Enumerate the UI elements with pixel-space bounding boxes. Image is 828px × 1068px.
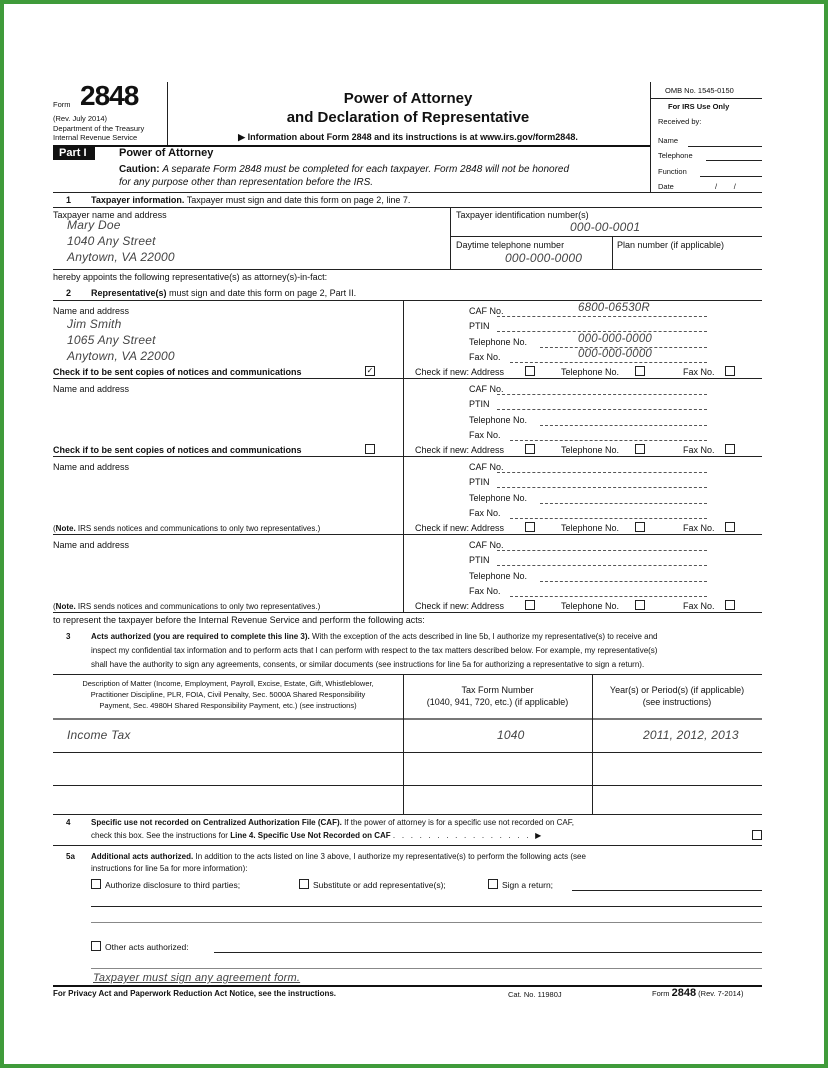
matter-cell[interactable]: Income Tax <box>67 728 131 742</box>
rep-fax-line[interactable] <box>510 440 707 441</box>
disclosure-checkbox[interactable] <box>91 879 101 889</box>
rep-ptin-label: PTIN <box>469 399 490 409</box>
row-divider <box>53 785 762 786</box>
new-telephone-checkbox[interactable] <box>635 366 645 376</box>
divider <box>612 236 613 269</box>
form-title-line2: and Declaration of Representative <box>286 109 530 126</box>
new-fax-checkbox[interactable] <box>725 366 735 376</box>
irs-telephone-label: Telephone <box>658 151 693 160</box>
new-address-checkbox[interactable] <box>525 366 535 376</box>
rep-caf-line[interactable] <box>497 550 707 551</box>
line4-checkbox[interactable] <box>752 830 762 840</box>
rep-fax-label: Fax No. <box>469 508 501 518</box>
irs-date-separators: / / <box>715 182 736 191</box>
num: 2 <box>66 288 72 298</box>
check-new-telephone-label: Telephone No. <box>561 445 620 455</box>
rep-fax-label: Fax No. <box>469 352 501 362</box>
t: (Rev. 7-2014) <box>698 989 744 998</box>
divider <box>53 207 762 208</box>
text: With the exception of the acts described in line 5b, I authorize my representative(s) to receive and <box>311 632 658 641</box>
bold: Representative(s) <box>91 288 167 298</box>
rep-ptin-line[interactable] <box>497 565 707 566</box>
form-number: 2848 <box>80 80 139 111</box>
copies-checkbox[interactable] <box>365 444 375 454</box>
rep-ptin-label: PTIN <box>469 321 490 331</box>
divider <box>53 612 762 613</box>
tin-value[interactable]: 000-00-0001 <box>570 220 641 234</box>
new-address-checkbox[interactable] <box>525 522 535 532</box>
bold: Additional acts authorized. <box>91 852 194 861</box>
rep-caf-line[interactable] <box>497 394 707 395</box>
rep-address2[interactable]: Anytown, VA 22000 <box>67 349 175 363</box>
part-title: Power of Attorney <box>119 147 214 159</box>
t: Practitioner Discipline, PLR, FOIA, Civil Penalty, Sec. 5000A Shared Responsibility <box>90 690 366 699</box>
t: Year(s) or Period(s) (if applicable) <box>609 685 745 695</box>
irs-use-title: For IRS Use Only <box>668 102 730 111</box>
new-telephone-checkbox[interactable] <box>635 522 645 532</box>
divider <box>53 269 762 270</box>
rep-fax-line[interactable] <box>510 518 707 519</box>
check-new-address-label: Check if new: Address <box>415 367 505 377</box>
write-line[interactable] <box>214 952 762 953</box>
irs-name-label: Name <box>658 136 679 145</box>
form-revision: (Rev. July 2014) <box>53 114 108 123</box>
copies-label: Check if to be sent copies of notices and communications <box>53 445 302 455</box>
divider <box>403 300 404 378</box>
caution-text: A separate Form 2848 must be completed for each taxpayer. Form 2848 will not be honored <box>162 164 570 175</box>
divider <box>53 718 762 720</box>
text: In addition to the acts listed on line 3 above, I authorize my representative(s) to perform the following acts (see <box>195 852 586 861</box>
disclosure-label: Authorize disclosure to third parties; <box>105 880 241 890</box>
divider <box>53 674 762 675</box>
note-body: IRS sends notices and communications to only two representatives. <box>77 524 318 533</box>
rep-fax-value[interactable]: 000-000-0000 <box>578 348 653 360</box>
line4-number: 4 <box>66 818 71 827</box>
divider <box>403 456 404 534</box>
new-fax-checkbox[interactable] <box>725 600 735 610</box>
phone-label: Daytime telephone number <box>456 240 565 250</box>
taxpayer-name-label: Taxpayer name and address <box>53 210 167 220</box>
line1-heading <box>91 195 410 205</box>
years-cell[interactable]: 2011, 2012, 2013 <box>643 728 739 742</box>
divider <box>53 192 762 193</box>
line2-number <box>66 288 71 298</box>
check-new-fax-label: Fax No. <box>683 523 715 533</box>
note-label: Note. <box>55 524 76 533</box>
rep-telephone-label: Telephone No. <box>469 337 528 347</box>
representative-block <box>0 534 828 612</box>
t: 2848 <box>671 987 697 999</box>
rep-caf-label: CAF No. <box>469 306 504 316</box>
rep-telephone-label: Telephone No. <box>469 493 528 503</box>
privacy-notice: For Privacy Act and Paperwork Reduction Act Notice, see the instructions. <box>53 989 337 998</box>
rep-telephone-line[interactable] <box>540 581 707 582</box>
divider <box>592 674 593 814</box>
note-text: (Note. IRS sends notices and communications to only two representatives.) <box>53 602 321 611</box>
divider <box>53 814 762 815</box>
t: Description of Matter (Income, Employment, Payroll, Excise, Estate, Gift, Whistleblower, <box>82 679 374 688</box>
rep-telephone-line[interactable] <box>540 503 707 504</box>
rep-fax-line[interactable] <box>510 596 707 597</box>
bold: Taxpayer information. <box>91 195 185 205</box>
department: Department of the Treasury <box>53 124 145 133</box>
write-line[interactable] <box>91 922 762 923</box>
line4-text1 <box>91 818 574 827</box>
representative-block <box>0 456 828 534</box>
rep-telephone-label: Telephone No. <box>469 415 528 425</box>
t: Form <box>652 989 670 998</box>
line5a-text2: instructions for line 5a for more information): <box>91 864 248 873</box>
taxpayer-name[interactable]: Mary Doe <box>67 218 121 232</box>
write-line[interactable] <box>91 906 762 907</box>
substitute-checkbox[interactable] <box>299 879 309 889</box>
t: (see instructions) <box>642 697 712 707</box>
name-address-label: Name and address <box>53 540 130 550</box>
leader-dots: . . . . . . . . . . . . . . . . ▶ <box>392 831 542 840</box>
check-new-address-label: Check if new: Address <box>415 445 505 455</box>
line3-text3: shall have the authority to sign any agreements, consents, or similar documents (see instructions for line 5a for authorizing a representative to sign a return). <box>91 660 645 669</box>
rep-fax-line[interactable] <box>510 362 707 363</box>
rep-name[interactable]: Jim Smith <box>67 317 122 331</box>
write-line[interactable] <box>91 968 762 969</box>
line5a-text1 <box>91 852 586 861</box>
form-label: Form <box>53 100 71 109</box>
rep-caf-line[interactable] <box>497 316 707 317</box>
form-cell[interactable]: 1040 <box>497 728 525 742</box>
t: Payment, Sec. 4980H Shared Responsibility Payment, etc.) (see instructions) <box>99 701 357 710</box>
line5a-number: 5a <box>66 852 75 861</box>
note-body: IRS sends notices and communications to only two representatives. <box>77 602 318 611</box>
new-fax-checkbox[interactable] <box>725 522 735 532</box>
rep-fax-label: Fax No. <box>469 586 501 596</box>
substitute-label: Substitute or add representative(s); <box>313 880 446 890</box>
form-title-line1: Power of Attorney <box>343 90 473 107</box>
irs-function-line <box>700 176 762 177</box>
text: check this box. See the instructions for <box>91 831 228 840</box>
line4-text2 <box>91 831 541 840</box>
line3-text1 <box>91 632 657 641</box>
text: If the power of attorney is for a specific use not recorded on CAF, <box>344 818 574 827</box>
info-link[interactable]: ▶ Information about Form 2848 and its instructions is at www.irs.gov/form2848. <box>238 132 578 142</box>
part-badge: Part I <box>53 146 95 160</box>
other-acts-checkbox[interactable] <box>91 941 101 951</box>
text: Taxpayer must sign and date this form on page 2, line 7. <box>186 195 411 205</box>
name-address-label: Name and address <box>53 306 130 316</box>
form-number-header <box>403 684 592 708</box>
represent-text: to represent the taxpayer before the Internal Revenue Service and perform the following acts: <box>53 615 425 625</box>
check-new-telephone-label: Telephone No. <box>561 523 620 533</box>
check-new-telephone-label: Telephone No. <box>561 601 620 611</box>
divider <box>53 845 762 846</box>
sign-return-label: Sign a return; <box>502 880 554 890</box>
bold: Line 4. Specific Use Not Recorded on CAF <box>230 831 391 840</box>
check-new-address-label: Check if new: Address <box>415 523 505 533</box>
copies-label: Check if to be sent copies of notices and communications <box>53 367 302 377</box>
representative-block <box>0 300 828 378</box>
check-new-fax-label: Fax No. <box>683 367 715 377</box>
divider <box>450 207 451 269</box>
received-by-label: Received by: <box>658 117 702 126</box>
divider <box>403 534 404 612</box>
representative-block <box>0 378 828 456</box>
appoints-text: hereby appoints the following representative(s) as attorney(s)-in-fact: <box>53 272 328 282</box>
new-fax-checkbox[interactable] <box>725 444 735 454</box>
bold: Acts authorized (you are required to complete this line 3). <box>91 632 310 641</box>
tin-label: Taxpayer identification number(s) <box>456 210 589 220</box>
num: 1 <box>66 195 72 205</box>
bold: Specific use not recorded on Centralized Authorization File (CAF). <box>91 818 342 827</box>
new-address-checkbox[interactable] <box>525 600 535 610</box>
rep-caf-value[interactable]: 6800-06530R <box>578 302 650 314</box>
t: (1040, 941, 720, etc.) (if applicable) <box>426 697 569 707</box>
rep-caf-line[interactable] <box>497 472 707 473</box>
check-new-telephone-label: Telephone No. <box>561 367 620 377</box>
t: Tax Form Number <box>461 685 534 695</box>
years-header <box>592 684 762 708</box>
rep-caf-label: CAF No. <box>469 540 504 550</box>
divider <box>403 378 404 456</box>
write-line[interactable] <box>572 890 762 891</box>
rep-ptin-line[interactable] <box>497 409 707 410</box>
omb-number: OMB No. 1545-0150 <box>665 86 734 95</box>
irs-name-line <box>688 146 762 147</box>
new-telephone-checkbox[interactable] <box>635 444 645 454</box>
rep-ptin-label: PTIN <box>469 555 490 565</box>
name-address-label: Name and address <box>53 462 130 472</box>
name-address-label: Name and address <box>53 384 130 394</box>
phone-value[interactable]: 000-000-0000 <box>505 251 583 265</box>
divider <box>403 674 404 814</box>
caution-label: Caution: <box>119 164 160 175</box>
taxpayer-address2[interactable]: Anytown, VA 22000 <box>67 250 175 264</box>
rep-telephone-value[interactable]: 000-000-0000 <box>578 333 653 345</box>
rep-ptin-label: PTIN <box>469 477 490 487</box>
plan-number-label: Plan number (if applicable) <box>617 240 725 250</box>
row-divider <box>53 752 762 753</box>
rep-telephone-label: Telephone No. <box>469 571 528 581</box>
check-new-address-label: Check if new: Address <box>415 601 505 611</box>
rep-telephone-line[interactable] <box>540 425 707 426</box>
line3-text2: inspect my confidential tax information and to perform acts that I can perform with respect to the tax matters described below. For example, my representative(s) <box>91 646 658 655</box>
text: must sign and date this form on page 2, Part II. <box>169 288 357 298</box>
divider <box>650 98 762 99</box>
new-address-checkbox[interactable] <box>525 444 535 454</box>
line3-number: 3 <box>66 632 71 641</box>
check-new-fax-label: Fax No. <box>683 601 715 611</box>
new-telephone-checkbox[interactable] <box>635 600 645 610</box>
rep-ptin-line[interactable] <box>497 487 707 488</box>
line1-number <box>66 195 71 205</box>
footer-form <box>652 987 743 999</box>
rep-fax-label: Fax No. <box>469 430 501 440</box>
sign-return-checkbox[interactable] <box>488 879 498 889</box>
agency: Internal Revenue Service <box>53 133 138 142</box>
note-text: (Note. IRS sends notices and communications to only two representatives.) <box>53 524 321 533</box>
check-new-fax-label: Fax No. <box>683 445 715 455</box>
caution-line1 <box>119 164 569 175</box>
note-label: Note. <box>55 602 76 611</box>
catalog-number: Cat. No. 11980J <box>508 990 562 999</box>
taxpayer-address1[interactable]: 1040 Any Street <box>67 234 156 248</box>
rep-caf-label: CAF No. <box>469 384 504 394</box>
irs-telephone-line <box>706 160 762 161</box>
copies-checkbox[interactable]: ✓ <box>366 366 374 375</box>
rep-caf-label: CAF No. <box>469 462 504 472</box>
rep-address1[interactable]: 1065 Any Street <box>67 333 156 347</box>
divider <box>450 236 762 237</box>
line2-heading <box>91 288 356 298</box>
handwritten-note[interactable]: Taxpayer must sign any agreement form. <box>93 972 301 984</box>
irs-date-label: Date <box>658 182 674 191</box>
caution-line2: for any purpose other than representation before the IRS. <box>119 177 374 188</box>
rep-ptin-line[interactable] <box>497 331 707 332</box>
irs-function-label: Function <box>658 167 687 176</box>
matter-header <box>53 678 403 711</box>
other-acts-label: Other acts authorized: <box>105 942 189 952</box>
